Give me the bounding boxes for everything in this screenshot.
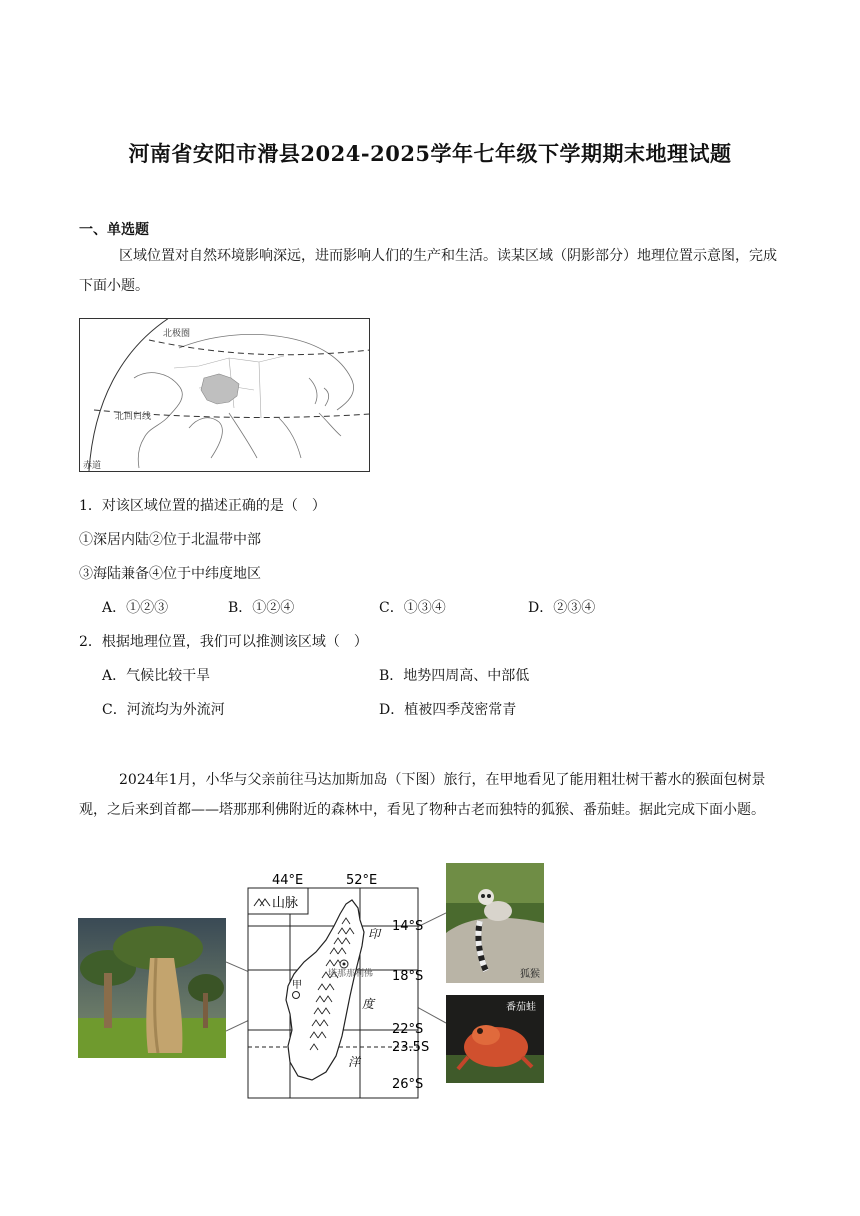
question-2-option-a[interactable]: A．气候比较干旱	[102, 668, 211, 684]
latitude-label-22s: 22°S	[392, 1022, 424, 1037]
equator-label: 赤道	[83, 461, 102, 471]
question-2-stem: 2．根据地理位置，我们可以推测该区域（ ）	[79, 634, 368, 650]
page-title: 河南省安阳市滑县2024-2025学年七年级下学期期末地理试题	[128, 141, 732, 166]
latitude-label-23-5s: 23.5S	[392, 1040, 430, 1055]
capital-label: 塔那那利佛	[328, 969, 374, 979]
lemur-photo	[446, 863, 544, 983]
latitude-label-26s: 26°S	[392, 1077, 424, 1092]
question-1-option-b[interactable]: B．①②④	[228, 600, 295, 616]
tropic-of-cancer-label: 北回归线	[115, 412, 152, 422]
ocean-label-2: 度	[362, 997, 375, 1011]
question-2-option-c[interactable]: C．河流均为外流河	[102, 702, 225, 718]
ocean-label-3: 洋	[348, 1055, 361, 1069]
question-1-option-a[interactable]: A．①②③	[102, 600, 169, 616]
latitude-label-14s: 14°S	[392, 919, 424, 934]
question-1-statement-a: ①深居内陆②位于北温带中部	[79, 532, 261, 548]
intro-paragraph-1: 区域位置对自然环境影响深远，进而影响人们的生产和生活。读某区域（阴影部分）地理位置示意图，完成下面小题。	[79, 248, 777, 294]
arctic-circle-label: 北极圈	[163, 329, 191, 339]
tomato-frog-caption: 番茄蛙	[506, 1002, 536, 1013]
intro-paragraph-2: 2024年1月，小华与父亲前往马达加斯加岛（下图）旅行，在甲地看见了能用粗壮树干蓄水的猴面包树景观，之后来到首都——塔那那利佛附近的森林中，看见了物种古老而独特的狐猴、番茄蛙。据此完成下面小题。	[79, 772, 766, 818]
longitude-label-44e: 44°E	[272, 873, 304, 888]
place-jia-label: 甲	[292, 980, 302, 991]
longitude-label-52e: 52°E	[346, 873, 378, 888]
question-1-stem: 1．对该区域位置的描述正确的是（ ）	[79, 498, 326, 514]
question-2-option-b[interactable]: B．地势四周高、中部低	[379, 668, 530, 684]
baobab-tree-photo	[78, 918, 226, 1058]
lemur-caption: 狐猴	[520, 969, 540, 980]
tomato-frog-photo	[446, 995, 544, 1083]
legend-mountain-label: 山脉	[272, 896, 299, 911]
region-location-map	[79, 318, 370, 472]
section-heading: 一、单选题	[79, 222, 149, 238]
latitude-label-18s: 18°S	[392, 969, 424, 984]
question-1-statement-b: ③海陆兼备④位于中纬度地区	[79, 566, 261, 582]
ocean-label-1: 印	[368, 927, 381, 941]
question-1-option-c[interactable]: C．①③④	[379, 600, 446, 616]
question-2-option-d[interactable]: D．植被四季茂密常青	[379, 702, 517, 718]
madagascar-map	[226, 866, 446, 1100]
question-1-option-d[interactable]: D．②③④	[528, 600, 596, 616]
